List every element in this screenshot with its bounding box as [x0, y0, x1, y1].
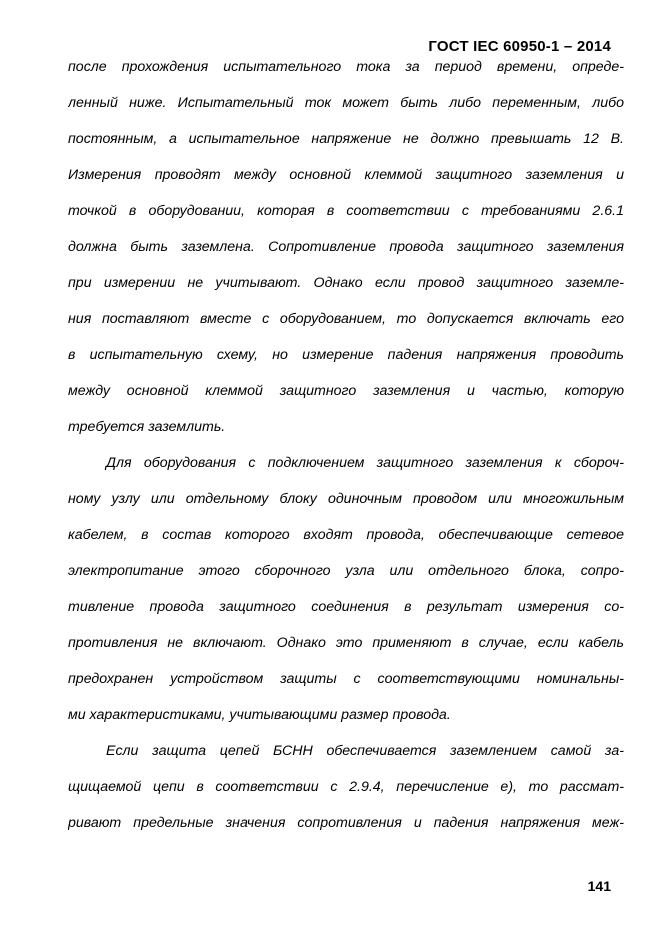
text-line: ному узлу или отдельному блоку одиночным проводом или многожильным: [68, 491, 624, 507]
text-line: должна быть заземлена. Сопротивление провода защитного заземления: [68, 239, 624, 255]
text-line: электропитание этого сборочного узла или отдельного блока, сопро-: [68, 563, 624, 579]
text-line: Измерения проводят между основной клеммой защитного заземления и: [68, 167, 624, 183]
text-line: при измерении не учитывают. Однако если провод защитного заземле-: [68, 275, 624, 291]
text-line: между основной клеммой защитного заземления и частью, которую: [68, 383, 624, 399]
document-header: ГОСТ IEC 60950-1 – 2014: [428, 38, 611, 55]
text-line: противления не включают. Однако это применяют в случае, если кабель: [68, 635, 624, 651]
text-line: кабелем, в состав которого входят провода, обеспечивающие сетевое: [68, 527, 624, 543]
text-line: ленный ниже. Испытательный ток может быть либо переменным, либо: [68, 95, 624, 111]
text-line: ми характеристиками, учитывающими размер провода.: [68, 707, 451, 723]
body-text: [68, 54, 624, 846]
text-line: постоянным, а испытательное напряжение не должно превышать 12 В.: [68, 131, 624, 147]
text-line: после прохождения испытательного тока за период времени, опреде-: [68, 59, 624, 75]
text-line: Для оборудования с подключением защитного заземления к сбороч-: [106, 455, 624, 471]
text-line: в испытательную схему, но измерение падения напряжения проводить: [68, 347, 624, 363]
text-line: тивление провода защитного соединения в результат измерения со-: [68, 599, 624, 615]
text-line: предохранен устройством защиты с соответствующими номинальны-: [68, 671, 624, 687]
text-line: ния поставляют вместе с оборудованием, то допускается включать его: [68, 311, 624, 327]
page-number: 141: [587, 878, 611, 894]
text-line: требуется заземлить.: [68, 419, 226, 435]
text-line: Если защита цепей БСНН обеспечивается заземлением самой за-: [106, 743, 624, 759]
text-line: щищаемой цепи в соответствии с 2.9.4, перечисление е), то рассмат-: [68, 779, 624, 795]
text-line: ривают предельные значения сопротивления и падения напряжения меж-: [68, 815, 624, 831]
text-line: точкой в оборудовании, которая в соответствии с требованиями 2.6.1: [68, 203, 624, 219]
